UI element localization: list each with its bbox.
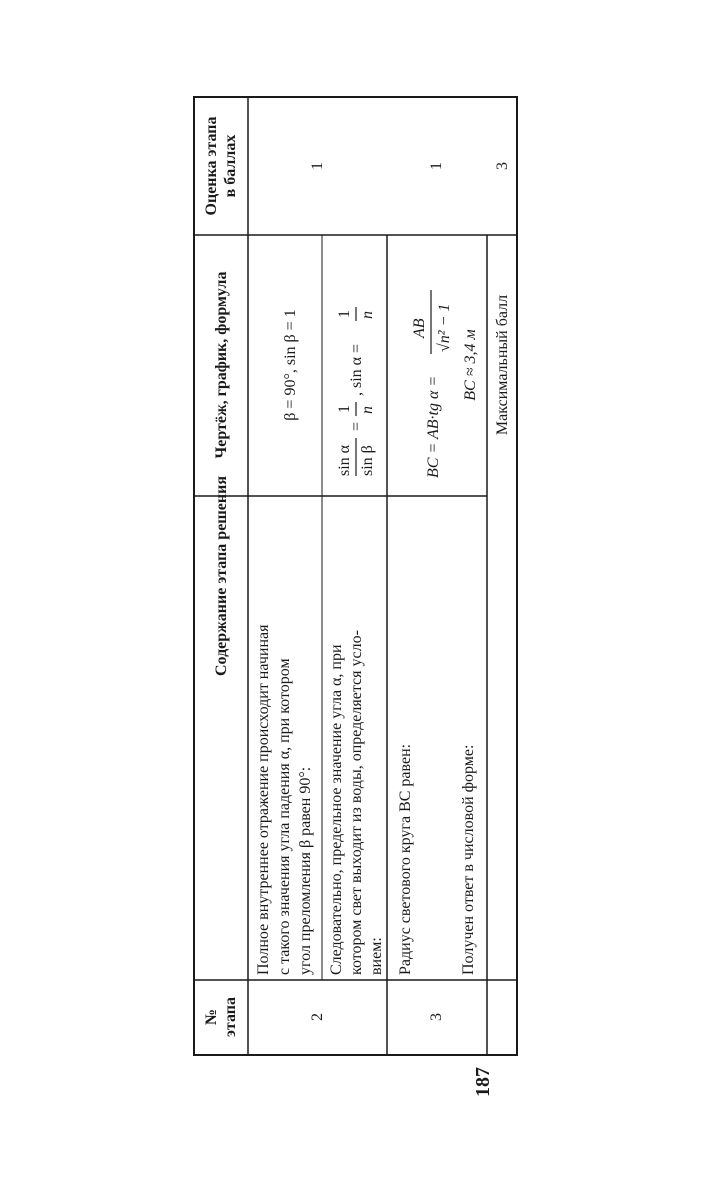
stage3-score xyxy=(428,162,445,170)
stage3-formula1-denominator: √n² − 1 xyxy=(436,303,453,352)
stage2-text1-line2: с такого значения угла падения α, при котором xyxy=(276,658,293,975)
frac2-denominator: n xyxy=(359,406,376,414)
stage2-text2 xyxy=(328,630,385,975)
frac1-numerator: sin α xyxy=(336,444,353,476)
stage2-score-text: 1 xyxy=(309,162,326,170)
max-label xyxy=(494,295,511,435)
stage2-number-text: 2 xyxy=(309,1013,326,1021)
frac3-numerator: 1 xyxy=(336,310,353,318)
stage2-formula1-text: β = 90°, sin β = 1 xyxy=(282,309,299,421)
stage3-score-text: 1 xyxy=(428,162,445,170)
page-number xyxy=(472,1067,494,1097)
stage2-number xyxy=(309,1013,326,1021)
stage2-score xyxy=(309,162,326,170)
stage3-text2-line: Получен ответ в числовой форме: xyxy=(460,744,477,975)
stage3-text1-line: Радиус светового круга BC равен: xyxy=(397,743,414,975)
max-score xyxy=(494,162,511,170)
stage2-formula2 xyxy=(336,307,376,476)
header-content-text: Содержание этапа решения xyxy=(213,475,230,677)
header-score-line2: в баллах xyxy=(222,134,239,198)
frac-separator: , sin α = xyxy=(348,343,365,396)
stage2-text2-line1: Следовательно, предельное значение угла α, при xyxy=(328,644,345,975)
stage2-text2-line2: котором свет выходит из воды, определяется усло- xyxy=(348,630,365,975)
max-label-text: Максимальный балл xyxy=(494,294,511,436)
stage2-text1 xyxy=(255,624,314,975)
page-number-text: 187 xyxy=(472,1067,494,1097)
stage3-text2 xyxy=(460,745,477,975)
header-score-line1: Оценка этапа xyxy=(203,116,220,216)
stage2-formula1 xyxy=(282,309,299,420)
stage2-text1-line3: угол преломления β равен 90°: xyxy=(297,766,314,975)
stage3-formula1-numerator: AB xyxy=(411,318,428,338)
stage2-text2-line3: вием: xyxy=(368,937,385,975)
frac3-denominator: n xyxy=(359,311,376,319)
stage3-text1 xyxy=(397,744,414,975)
header-formula-text: Чертёж, график, формула xyxy=(213,271,230,459)
stage3-number xyxy=(428,1013,445,1021)
stage3-formula2 xyxy=(462,329,479,400)
header-stage-no-line2: этапа xyxy=(222,997,239,1037)
header-score xyxy=(203,117,239,216)
stage3-number-text: 3 xyxy=(428,1013,445,1021)
stage3-formula1-left: BC = AB·tg α = xyxy=(425,375,442,478)
stage2-text1-line1: Полное внутреннее отражение происходит начиная xyxy=(255,624,272,975)
max-score-text: 3 xyxy=(494,162,511,170)
frac2-numerator: 1 xyxy=(336,405,353,413)
header-stage-no xyxy=(203,997,239,1037)
frac1-denominator: sin β xyxy=(359,445,376,476)
header-stage-no-line1: № xyxy=(203,1008,220,1026)
frac-equals: = xyxy=(348,421,365,431)
stage3-formula1 xyxy=(411,290,453,478)
header-content xyxy=(213,476,230,676)
stage3-formula2-text: BC ≈ 3,4 м xyxy=(462,329,479,401)
header-formula xyxy=(213,272,230,459)
